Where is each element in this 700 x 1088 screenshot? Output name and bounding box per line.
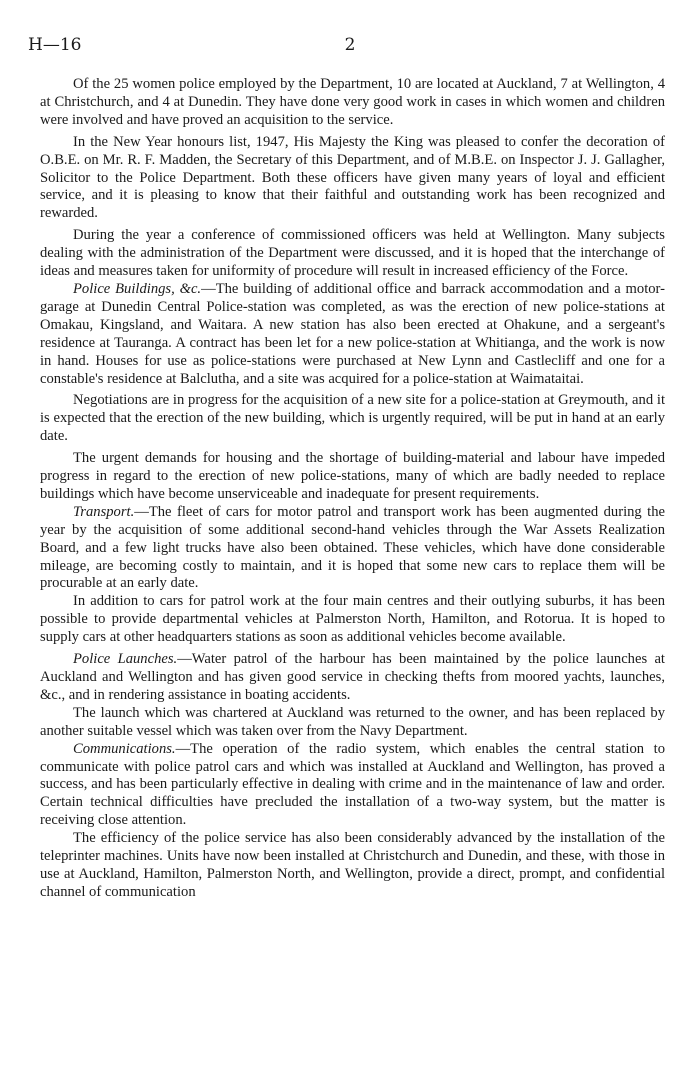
- paragraph-housing-shortage: [40, 450, 665, 504]
- paragraph-text: —The fleet of cars for motor patrol and transport work has been augmented during the year by the acquisition of some additional second-hand vehicles through the War Assets Realization Board, and a few light trucks have also been obtained. These vehicles, which have done considerable mileage, are becoming costly to maintain, and it is hoped that some new cars to replace them will be procurable at an early date.: [40, 503, 665, 592]
- paragraph-conference: [40, 227, 665, 281]
- page-number: 2: [344, 35, 356, 55]
- page-header: [28, 34, 668, 56]
- paragraph-launch-charter: [40, 705, 665, 741]
- paragraph-text: The efficiency of the police service has also been considerably advanced by the installation of the teleprinter machines. Units have now been installed at Christchurch and Dunedin, and these, with those in use at Auckland, Hamilton, Palmerston North, and Wellington, provide a direct, prompt, and confidential channel of communication: [40, 830, 665, 900]
- section-heading-transport: Transport.: [73, 503, 135, 520]
- paragraph-negotiations: [40, 392, 665, 446]
- report-body: [40, 76, 665, 902]
- paragraph-text: The urgent demands for housing and the shortage of building-material and labour have impeded progress in regard to the erection of new police-stations, many of which are badly needed to replace buildings which have become unserviceable and inadequate for present requirements.: [40, 450, 665, 502]
- paragraph-text: —The building of additional office and barrack accommodation and a motor-garage at Dunedin Central Police-station was completed, as was the erection of new police-stations at Omakau, Kingsland, and Waitara. A new station has also been erected at Ohakune, and a sergeant's residence at Tauranga. A contract has been let for a new police-station at Whitianga, and the work is now in hand. Houses for use as police-stations were purchased at New Lynn and Castlecliff and one for a constable's residence at Balclutha, and a site was acquired for a police-station at Waimataitai.: [40, 280, 665, 387]
- paragraph-police-launches: [40, 651, 665, 705]
- section-heading-police-buildings: Police Buildings, &c.: [73, 280, 202, 297]
- paragraph-text: Of the 25 women police employed by the Department, 10 are located at Auckland, 7 at Wellington, 4 at Christchurch, and 4 at Dunedin. They have done very good work in cases in which women and children were involved and have proved an acquisition to the service.: [40, 76, 665, 128]
- paragraph-text: —The operation of the radio system, which enables the central station to communicate with police patrol cars and which was installed at Auckland and Wellington, has proved a success, and has been particularly effective in dealing with crime and in the maintenance of law and order. Certain technical difficulties have precluded the installation of a two-way system, but the matter is receiving close attention.: [40, 740, 665, 829]
- paragraph-patrol-cars: [40, 593, 665, 647]
- paragraph-teleprinter: [40, 830, 665, 902]
- document-reference: H—16: [28, 35, 82, 55]
- paragraph-text: The launch which was chartered at Auckland was returned to the owner, and has been replaced by another suitable vessel which was taken over from the Navy Department.: [40, 704, 665, 739]
- paragraph-text: During the year a conference of commissioned officers was held at Wellington. Many subjects dealing with the administration of the Department were discussed, and it is hoped that the interchange of ideas and measures taken for uniformity of procedure will result in increased efficiency of the Force.: [40, 227, 665, 280]
- paragraph-police-buildings: [40, 281, 665, 388]
- paragraph-transport: [40, 504, 665, 594]
- paragraph-text: In addition to cars for patrol work at the four main centres and their outlying suburbs, it has been possible to provide departmental vehicles at Palmerston North, Hamilton, and Rotorua. It is hoped to supply cars at other headquarters stations as soon as additional vehicles become available.: [40, 593, 665, 646]
- paragraph-women-police: [40, 76, 665, 130]
- section-heading-communications: Communications.: [73, 740, 176, 757]
- paragraph-text: —Water patrol of the harbour has been maintained by the police launches at Auckland and Wellington and has given good service in checking thefts from moored yachts, launches, &c., and in rendering assistance in boating accidents.: [40, 651, 665, 703]
- paragraph-communications: [40, 741, 665, 831]
- paragraph-text: In the New Year honours list, 1947, His Majesty the King was pleased to confer the decoration of O.B.E. on Mr. R. F. Madden, the Secretary of this Department, and of M.B.E. on Inspector J. J. Gallagher, Solicitor to the Police Department. Both these officers have given many years of loyal and efficient service, and it is pleasing to know that their faithful and outstanding work has been recognized and rewarded.: [40, 133, 665, 222]
- paragraph-text: Negotiations are in progress for the acquisition of a new site for a police-station at Greymouth, and it is expected that the erection of the new building, which is urgently required, will be put in hand at an early date.: [40, 392, 665, 445]
- paragraph-honours: [40, 134, 665, 224]
- section-heading-police-launches: Police Launches.: [73, 651, 178, 668]
